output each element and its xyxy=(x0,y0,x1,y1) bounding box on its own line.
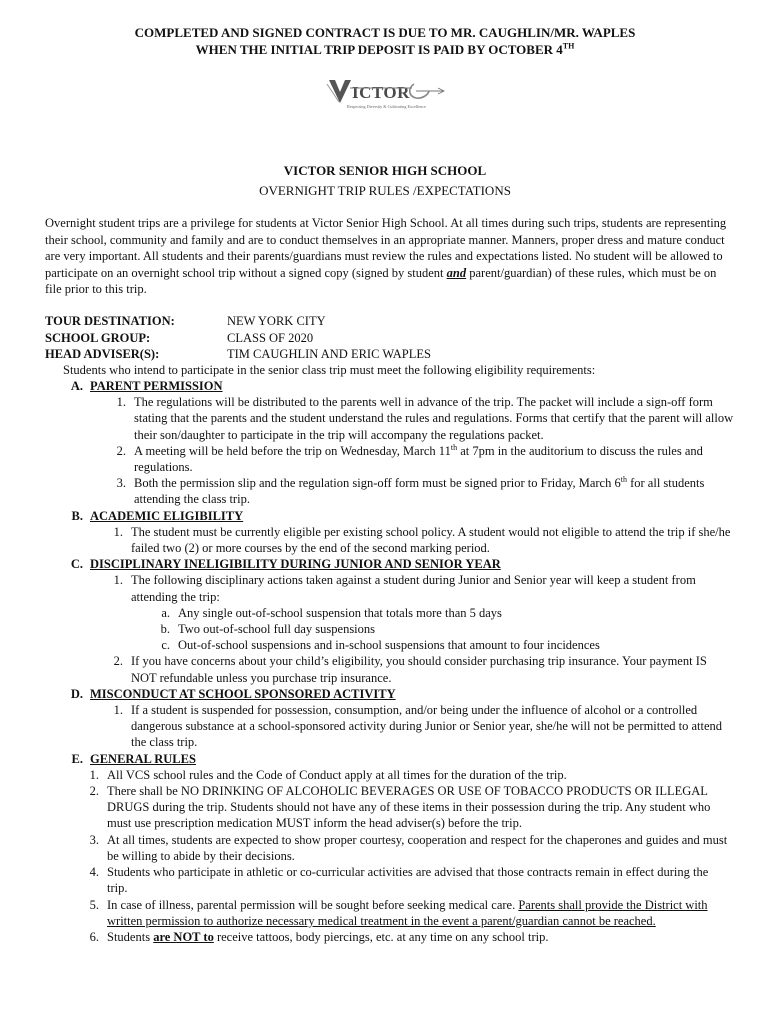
list-item: 4. Students who participate in athletic or co-curricular activities are advised that those contracts remain in effect during the trip. xyxy=(89,865,709,896)
medical-permission-underlined: Parents shall provide the District with written permission to authorize necessary medical treatment in the event a parent/guardian cannot be reached. xyxy=(107,897,708,928)
deadline-notice xyxy=(0,24,770,58)
list-item: 3. Both the permission slip and the regulation sign-off form must be signed prior to Friday, March 6th for all students attending the class trip. xyxy=(116,475,705,507)
list-item: 1. The student must be currently eligible per existing school policy. A student would not eligible to attend the trip if she/he failed two (2) or more courses by the end of the second marking period. xyxy=(113,524,731,556)
section-e-heading: E. GENERAL RULES xyxy=(71,751,196,766)
list-item: 2. If you have concerns about your child’s eligibility, you should consider purchasing trip insurance. Your payment IS NOT refundable unless you purchase trip insurance. xyxy=(113,654,707,685)
section-a-heading: A. PARENT PERMISSION xyxy=(70,379,223,393)
sub-item: a. Any single out-of-school suspension that totals more than 5 days xyxy=(161,605,502,620)
list-item: 1. The following disciplinary actions taken against a student during Junior and Senior year will keep a student from attending the trip: xyxy=(113,573,696,604)
list-item: 3. At all times, students are expected to show proper courtesy, cooperation and respect for the chaperones and guides and must be willing to abide by their decisions. xyxy=(89,832,728,863)
notice-line-1: COMPLETED AND SIGNED CONTRACT IS DUE TO MR. CAUGHLIN/MR. WAPLES xyxy=(134,25,636,40)
svg-text:Respecting Diversity & Culti: Respecting Diversity & Cultivating Excellence xyxy=(347,104,426,109)
section-d-heading: D. MISCONDUCT AT SCHOOL SPONSORED ACTIVITY xyxy=(70,686,396,701)
list-item: 1. The regulations will be distributed to the parents well in advance of the trip. The packet will include a sign-off form stating that the parents and the student understand the rules and regulations. Forms that certify that the parent will allow their son/daughter to participate in the trip will accompany the regulations packet. xyxy=(116,395,734,442)
emphasis-and: and xyxy=(446,265,467,280)
section-c-heading: C. DISCIPLINARY INELIGIBILITY DURING JUNIOR AND SENIOR YEAR xyxy=(70,557,501,572)
list-item: 5. In case of illness, parental permission will be sought before seeking medical care. Parents shall provide the District with written permission to authorize necessary medical treatment in the event a parent/guardian cannot be reached. xyxy=(89,897,708,928)
intro-paragraph: Overnight student trips are a privilege for students at Victor Senior High School. At all times during such trips, students are representing their school, community and family and are to conduct themselves in an appropriate manner. Manners, proper dress and mature conduct are very important. All students and their parents/guardians must review the rules and expectations listed. No student will be allowed to participate on an overnight school trip without a signed copy (signed by student and parent/guardian) of these rules, which must be on file prior to this trip. xyxy=(45,216,727,296)
info-school-group: SCHOOL GROUP: CLASS OF 2020 xyxy=(45,330,314,345)
list-item: 1. All VCS school rules and the Code of Conduct apply at all times for the duration of the trip. xyxy=(89,767,567,782)
info-head-advisers: HEAD ADVISER(S): TIM CAUGHLIN AND ERIC WAPLES xyxy=(45,347,431,361)
list-item: 2. A meeting will be held before the trip on Wednesday, March 11th at 7pm in the auditorium to discuss the rules and regulations. xyxy=(116,442,703,475)
notice-line-2: WHEN THE INITIAL TRIP DEPOSIT IS PAID BY OCTOBER 4TH xyxy=(195,41,575,57)
trip-info xyxy=(45,313,727,363)
info-destination: TOUR DESTINATION: NEW YORK CITY xyxy=(45,314,326,328)
list-item: 2. There shall be NO DRINKING OF ALCOHOLIC BEVERAGES OR USE OF TOBACCO PRODUCTS OR ILLEGAL DRUGS during the trip. Students should not have any of these items in their possession during the trip. Any student who must use prescription medication MUST inform the head adviser(s) before the trip. xyxy=(89,784,711,831)
school-name: VICTOR SENIOR HIGH SCHOOL xyxy=(283,163,487,178)
section-b-heading: B. ACADEMIC ELIGIBILITY xyxy=(71,508,244,523)
victor-logo xyxy=(326,76,446,112)
requirements-lead: Students who intend to participate in the senior class trip must meet the following eligibility requirements: xyxy=(63,363,596,377)
svg-text:ICTOR: ICTOR xyxy=(352,83,410,102)
list-item: 1. If a student is suspended for possession, consumption, and/or being under the influence of alcohol or a controlled dangerous substance at a school-sponsored activity during Junior or Senior year, she/he will not be permitted to attend the class trip. xyxy=(113,703,723,750)
rules-sections xyxy=(45,378,735,945)
list-item: 6. Students are NOT to receive tattoos, body piercings, etc. at any time on any school trip. xyxy=(89,929,549,944)
emphasis-are-not-to: are NOT to xyxy=(153,929,214,944)
sub-item: b. Two out-of-school full day suspensions xyxy=(160,622,376,637)
document-title: OVERNIGHT TRIP RULES /EXPECTATIONS xyxy=(259,183,511,198)
sub-item: c. Out-of-school suspensions and in-school suspensions that amount to four incidences xyxy=(161,638,600,653)
